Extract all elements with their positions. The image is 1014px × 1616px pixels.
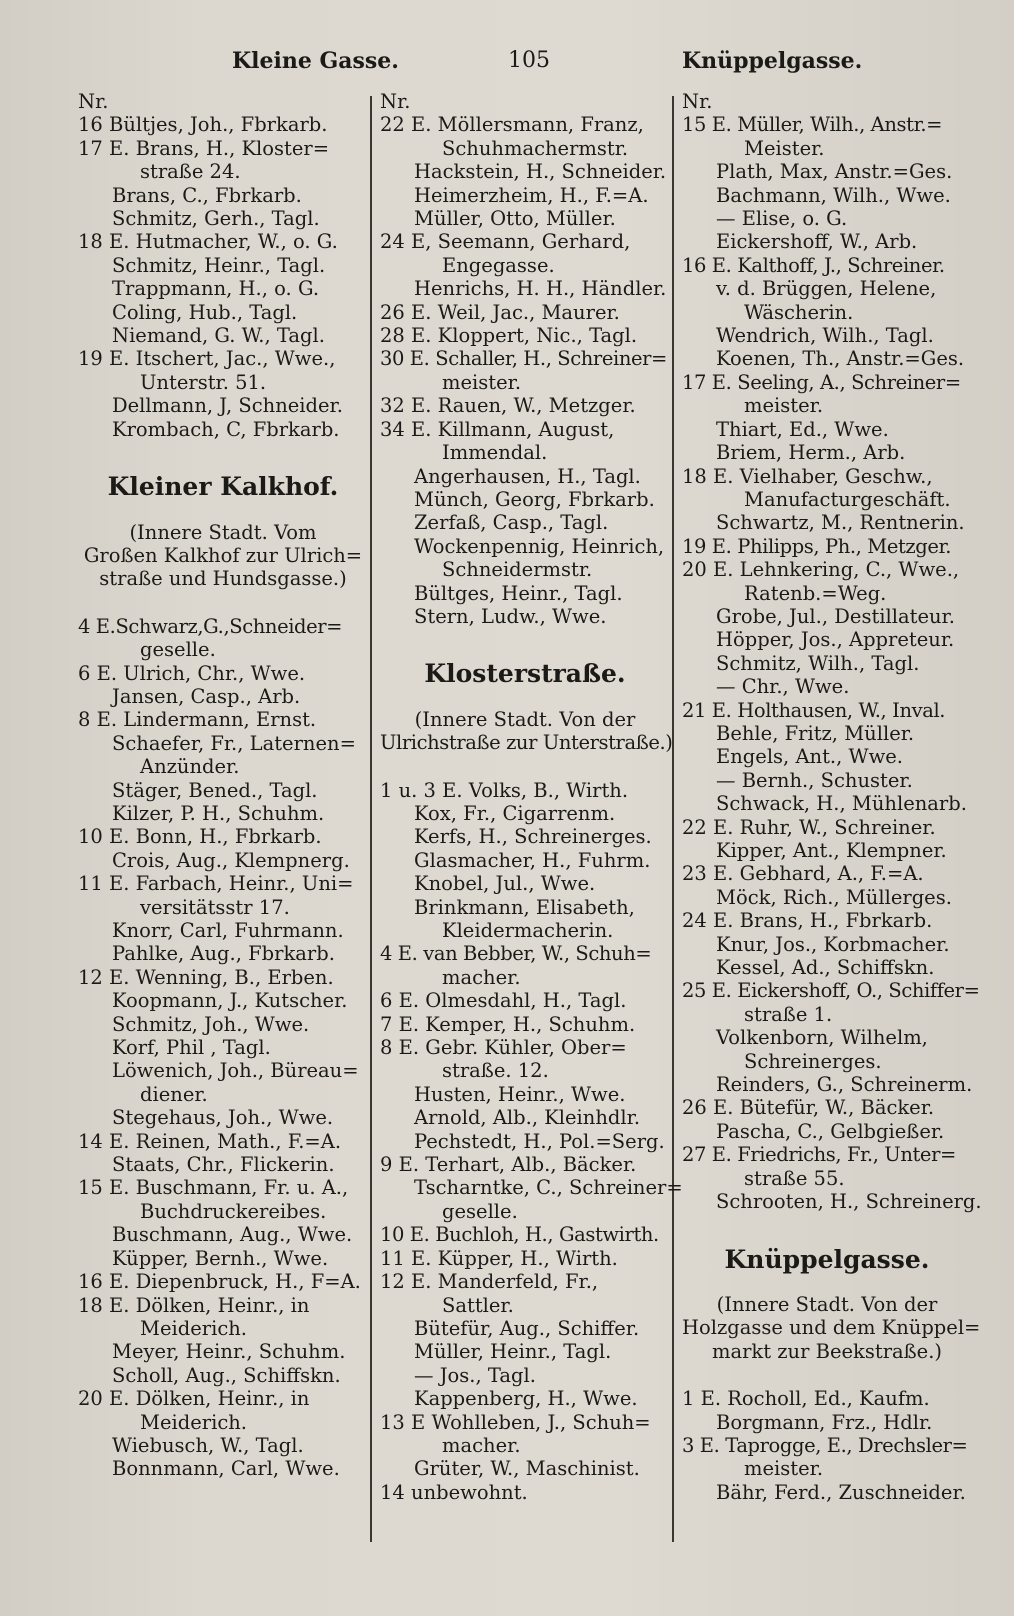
list-item: Höpper, Jos., Appreteur. <box>716 628 955 652</box>
list-item: 4 E. van Bebber, W., Schuh= <box>380 942 652 966</box>
list-item: Crois, Aug., Klempnerg. <box>112 848 350 872</box>
list-item: 18 E. Hutmacher, W., o. G. <box>78 230 338 254</box>
list-item: Meiderich. <box>140 1316 248 1340</box>
list-item: gesellе. <box>442 1199 518 1223</box>
list-item: straße 1. <box>744 1002 833 1026</box>
list-item: Stäger, Bened., Tagl. <box>112 778 318 802</box>
list-item: Schmitz, Joh., Wwe. <box>112 1012 310 1036</box>
list-item: 26 E. Bütefür, W., Bäcker. <box>682 1096 935 1120</box>
list-item: 30 E. Schaller, H., Schreiner= <box>380 347 667 371</box>
list-item: 17 E. Seeling, A., Schreiner= <box>682 370 961 394</box>
section-intro: Ulrichstraße zur Unterstraße.) <box>380 731 673 755</box>
list-item: Schmitz, Gerh., Tagl. <box>112 207 320 231</box>
list-item: 14 unbewohnt. <box>380 1480 528 1504</box>
list-item: Pahlke, Aug., Fbrkarb. <box>112 942 335 966</box>
list-item: Schwack, H., Mühlenarb. <box>716 792 967 816</box>
page-number: 105 <box>508 48 550 73</box>
list-item: Wäscherin. <box>744 300 854 324</box>
list-item: 12 E. Wenning, B., Erben. <box>78 965 334 989</box>
list-item: 1 u. 3 E. Volks, B., Wirth. <box>380 778 629 802</box>
list-item: Engegasse. <box>442 253 555 277</box>
list-item: Korf, Phil , Tagl. <box>112 1036 271 1060</box>
list-item: 15 E. Buschmann, Fr. u. A., <box>78 1176 349 1200</box>
list-item: meister. <box>442 370 522 394</box>
nr-label: Nr. <box>682 90 713 113</box>
list-item: 28 E. Kloppert, Nic., Tagl. <box>380 324 638 348</box>
list-item: — Bernh., Schuster. <box>716 768 913 792</box>
list-item: 13 E Wohlleben, J., Schuh= <box>380 1410 651 1434</box>
list-item: Grüter, W., Maschinist. <box>414 1457 640 1481</box>
list-item: 19 E. Itschert, Jac., Wwe., <box>78 347 336 371</box>
list-item: Hackstein, H., Schneider. <box>414 160 667 184</box>
list-item: Reinders, G., Schreinerm. <box>716 1073 973 1097</box>
list-item: Kox, Fr., Cigarrenm. <box>414 801 616 825</box>
list-item: Schmitz, Heinr., Tagl. <box>112 253 326 277</box>
list-item: 11 E. Küpper, H., Wirth. <box>380 1246 618 1270</box>
column-2 <box>380 90 683 1504</box>
list-item: 18 E. Vielhaber, Geschw., <box>682 464 933 488</box>
list-item: Kilzer, P. H., Schuhm. <box>112 801 325 825</box>
section-intro: (Innere Stadt. Vom <box>129 520 317 544</box>
list-item: Eickershoff, W., Arb. <box>716 230 918 254</box>
list-item: v. d. Brüggen, Helene, <box>716 277 937 301</box>
list-item: Coling, Hub., Tagl. <box>112 300 298 324</box>
list-item: Koopmann, J., Kutscher. <box>112 989 348 1013</box>
list-item: Volkenborn, Wilhelm, <box>716 1026 928 1050</box>
list-item: Angerhausen, H., Tagl. <box>414 464 641 488</box>
list-item: Bütefür, Aug., Schiffer. <box>414 1316 640 1340</box>
column-1 <box>78 90 368 1481</box>
list-item: 9 E. Terhart, Alb., Bäcker. <box>380 1153 637 1177</box>
list-item: Schaefer, Fr., Laternen= <box>112 731 356 755</box>
list-item: Löwenich, Joh., Büreau= <box>112 1059 359 1083</box>
list-item: 16 E. Kalthoff, J., Schreiner. <box>682 253 945 277</box>
list-item: — Chr., Wwe. <box>716 675 850 699</box>
list-item: macher. <box>442 965 521 989</box>
list-item: — Jos., Tagl. <box>414 1363 536 1387</box>
list-item: Stegehaus, Joh., Wwe. <box>112 1106 334 1130</box>
list-item: 23 E. Gebhard, A., F.=A. <box>682 862 924 886</box>
section-heading-klosterstrasse: Klosterstraße. <box>424 659 626 689</box>
list-item: 32 E. Rauen, W., Metzger. <box>380 394 636 418</box>
list-item: Kleidermacherin. <box>442 919 614 942</box>
list-item: 17 E. Brans, H., Kloster= <box>78 136 330 160</box>
list-item: Buschmann, Aug., Wwe. <box>112 1223 353 1247</box>
list-item: 10 E. Bonn, H., Fbrkarb. <box>78 825 322 849</box>
section-intro: straße und Hundsgasse.) <box>99 567 347 591</box>
list-item: Meister. <box>744 136 825 160</box>
list-item: 3 E. Taprogge, E., Drechsler= <box>682 1433 968 1457</box>
list-item: 6 E. Ulrich, Chr., Wwe. <box>78 661 306 685</box>
list-item: Schmitz, Wilh., Tagl. <box>716 651 920 675</box>
list-item: 18 E. Dölken, Heinr., in <box>78 1293 310 1317</box>
section-intro: Großen Kalkhof zur Ulrich= <box>83 543 363 567</box>
list-item: Scholl, Aug., Schiffskn. <box>112 1363 341 1387</box>
list-item: Bonnmann, Carl, Wwe. <box>112 1457 340 1481</box>
column-divider-1 <box>370 96 372 1542</box>
list-item: versitätsstr 17. <box>140 895 290 919</box>
list-item: Trappmann, H., o. G. <box>112 277 320 301</box>
page-header <box>0 48 1014 84</box>
nr-label: Nr. <box>380 90 411 113</box>
list-item: 19 E. Philipps, Ph., Metzger. <box>682 534 952 558</box>
list-item: Thiart, Ed., Wwe. <box>716 417 889 441</box>
list-item: 4 E.Schwarz,G.,Schneider= <box>78 614 343 638</box>
list-item: Manufacturgeschäft. <box>744 487 951 511</box>
list-item: Arnold, Alb., Kleinhdlr. <box>414 1106 641 1130</box>
list-item: Müller, Otto, Müller. <box>414 207 616 231</box>
list-item: Unterstr. 51. <box>140 370 267 394</box>
list-item: 34 E. Killmann, August, <box>380 417 615 441</box>
list-item: — Elise, o. G. <box>716 207 848 231</box>
list-item: 26 E. Weil, Jac., Maurer. <box>380 300 620 324</box>
list-item: Heimerzheim, H., F.=A. <box>414 183 649 207</box>
list-item: Schreinerges. <box>744 1049 882 1073</box>
list-item: 12 E. Manderfeld, Fr., <box>380 1270 599 1294</box>
list-item: Schneidermstr. <box>442 558 593 582</box>
list-item: Wockenpennig, Heinrich, <box>414 534 665 558</box>
list-item: Grobe, Jul., Destillateur. <box>716 604 955 628</box>
list-item: gesellе. <box>140 638 216 662</box>
list-item: Tscharntke, C., Schreiner= <box>414 1176 683 1200</box>
list-item: Jansen, Casp., Arb. <box>112 684 301 708</box>
list-item: Borgmann, Frz., Hdlr. <box>716 1410 933 1434</box>
list-item: 24 E. Brans, H., Fbrkarb. <box>682 909 933 933</box>
list-item: Wiebusch, W., Tagl. <box>112 1433 304 1457</box>
list-item: 1 E. Rocholl, Ed., Kaufm. <box>682 1387 930 1411</box>
list-item: meister. <box>744 394 824 418</box>
list-item: Engels, Ant., Wwe. <box>716 745 904 769</box>
list-item: 20 E. Lehnkering, C., Wwe., <box>682 558 960 582</box>
list-item: Immendal. <box>442 441 548 465</box>
section-heading-knueppelgasse: Knüppelgasse. <box>724 1244 930 1274</box>
header-left-street: Kleine Gasse. <box>232 48 399 74</box>
list-item: Küpper, Bernh., Wwe. <box>112 1246 329 1270</box>
list-item: straße 24. <box>140 160 241 184</box>
list-item: Buchdruckereibes. <box>140 1199 327 1223</box>
list-item: 16 Bültjes, Joh., Fbrkarb. <box>78 113 328 137</box>
list-item: 11 E. Farbach, Heinr., Uni= <box>78 872 354 896</box>
nr-label: Nr. <box>78 90 109 113</box>
section-intro: (Innere Stadt. Von der <box>716 1292 938 1316</box>
list-item: Glasmacher, H., Fuhrm. <box>414 848 651 872</box>
list-item: Brinkmann, Elisabeth, <box>414 895 635 919</box>
section-intro: Holzgasse und dem Knüppel= <box>682 1316 981 1340</box>
list-item: Bültges, Heinr., Tagl. <box>414 581 623 605</box>
list-item: 25 E. Eickershoff, O., Schiffer= <box>682 979 980 1003</box>
list-item: Dellmann, J, Schneider. <box>112 394 343 418</box>
list-item: Schwartz, M., Rentnerin. <box>716 511 965 535</box>
list-item: 7 E. Kemper, H., Schuhm. <box>380 1012 636 1036</box>
list-item: macher. <box>442 1433 521 1457</box>
list-item: Krombach, C, Fbrkarb. <box>112 417 340 441</box>
list-item: 10 E. Buchloh, H., Gastwirth. <box>380 1223 659 1247</box>
list-item: Husten, Heinr., Wwe. <box>414 1082 626 1106</box>
list-item: Schrooten, H., Schreinerg. <box>716 1190 982 1214</box>
section-intro: (Innere Stadt. Von der <box>414 707 636 731</box>
list-item: 16 E. Diepenbruck, H., F=A. <box>78 1270 361 1294</box>
list-item: Meiderich. <box>140 1410 248 1434</box>
list-item: Bachmann, Wilh., Wwe. <box>716 183 951 207</box>
list-item: Bähr, Ferd., Zuschneider. <box>716 1480 966 1504</box>
list-item: Kerfs, H., Schreinerges. <box>414 825 652 849</box>
list-item: Wendrich, Wilh., Tagl. <box>716 324 934 348</box>
list-item: Schuhmachermstr. <box>442 136 629 160</box>
list-item: Möck, Rich., Müllerges. <box>716 885 952 909</box>
list-item: Münch, Georg, Fbrkarb. <box>414 487 655 511</box>
list-item: Anzünder. <box>140 755 240 779</box>
list-item: Plath, Max, Anstr.=Ges. <box>716 160 953 184</box>
column-3 <box>682 90 982 1504</box>
list-item: Stern, Ludw., Wwe. <box>414 604 607 628</box>
section-intro: markt zur Beekstraße.) <box>711 1339 943 1363</box>
list-item: Meyer, Heinr., Schuhm. <box>112 1340 346 1364</box>
column-divider-2 <box>672 96 674 1542</box>
list-item: 22 E. Ruhr, W., Schreiner. <box>682 815 936 839</box>
list-item: 8 E. Lindermann, Ernst. <box>78 708 317 732</box>
list-item: 21 E. Holthausen, W., Inval. <box>682 698 946 722</box>
list-item: Brans, C., Fbrkarb. <box>112 183 302 207</box>
list-item: Zerfaß, Casp., Tagl. <box>414 511 609 535</box>
list-item: 6 E. Olmesdahl, H., Tagl. <box>380 989 627 1013</box>
list-item: Sattler. <box>442 1293 514 1317</box>
list-item: meister. <box>744 1457 824 1481</box>
list-item: Müller, Heinr., Tagl. <box>414 1340 612 1364</box>
header-right-street: Knüppelgasse. <box>682 48 863 74</box>
list-item: Knobel, Jul., Wwe. <box>414 872 596 896</box>
list-item: 20 E. Dölken, Heinr., in <box>78 1387 310 1411</box>
list-item: straße. 12. <box>442 1059 549 1083</box>
list-item: Kessel, Ad., Schiffskn. <box>716 956 935 980</box>
list-item: 27 E. Friedrichs, Fr., Unter= <box>682 1143 956 1167</box>
list-item: Kipper, Ant., Klempner. <box>716 839 947 862</box>
list-item: diener. <box>140 1082 208 1106</box>
list-item: 8 E. Gebr. Kühler, Ober= <box>380 1036 627 1060</box>
list-item: straße 55. <box>744 1166 845 1190</box>
list-item: Niemand, G. W., Tagl. <box>112 324 325 348</box>
list-item: Henrichs, H. H., Händler. <box>414 277 667 301</box>
list-item: Staats, Chr., Flickerin. <box>112 1153 335 1177</box>
list-item: Koenen, Th., Anstr.=Ges. <box>716 347 965 371</box>
list-item: Pascha, C., Gelbgießer. <box>716 1119 945 1143</box>
list-item: 15 E. Müller, Wilh., Anstr.= <box>682 113 943 137</box>
list-item: Ratenb.=Weg. <box>744 581 887 605</box>
list-item: Pechstedt, H., Pol.=Serg. <box>414 1129 665 1153</box>
list-item: 22 E. Möllersmann, Franz, <box>380 113 644 137</box>
list-item: Knur, Jos., Korbmacher. <box>716 932 950 956</box>
list-item: Kappenberg, H., Wwe. <box>414 1387 638 1411</box>
list-item: Behle, Fritz, Müller. <box>716 721 915 745</box>
section-heading-kleiner-kalkhof: Kleiner Kalkhof. <box>107 472 339 502</box>
list-item: 24 E, Seemann, Gerhard, <box>380 230 631 254</box>
list-item: 14 E. Reinen, Math., F.=A. <box>78 1129 342 1153</box>
list-item: Knorr, Carl, Fuhrmann. <box>112 919 344 942</box>
list-item: Briem, Herm., Arb. <box>716 441 906 465</box>
